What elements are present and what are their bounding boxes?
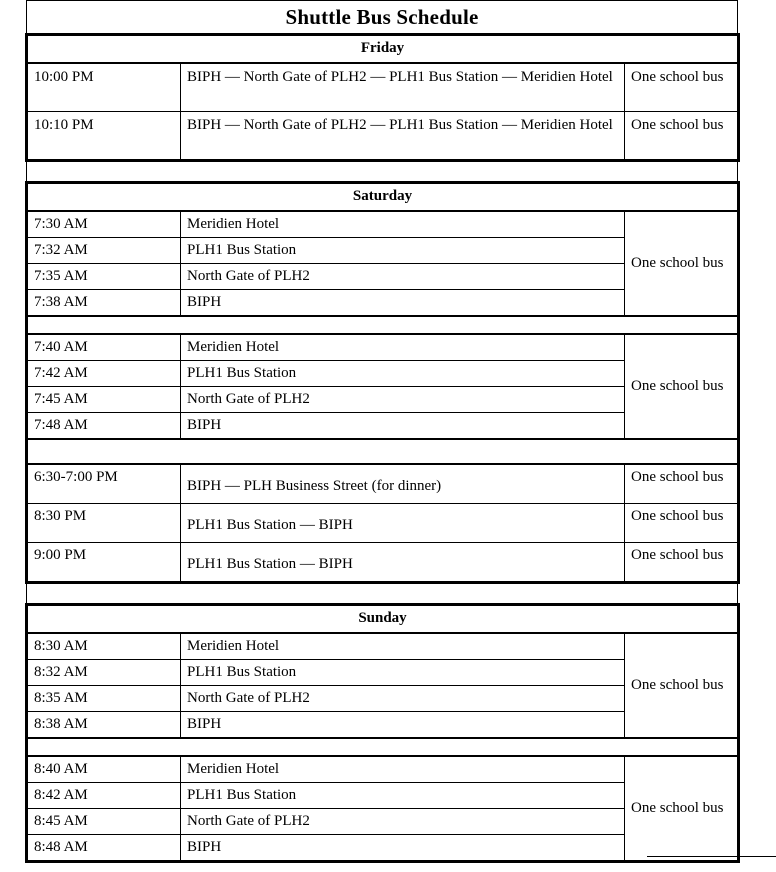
spacer-cell <box>27 439 739 464</box>
right-edge-rule <box>647 856 776 857</box>
place-cell: North Gate of PLH2 <box>181 809 625 835</box>
page-title: Shuttle Bus Schedule <box>285 4 479 29</box>
place-cell: PLH1 Bus Station <box>181 660 625 686</box>
bus-cell: One school bus <box>625 543 739 583</box>
time-cell: 8:40 AM <box>27 756 181 783</box>
time-cell: 10:00 PM <box>27 63 181 112</box>
route-cell: BIPH — North Gate of PLH2 — PLH1 Bus Station — Meridien Hotel <box>181 63 625 112</box>
stop-row <box>27 334 739 361</box>
time-cell: 9:00 PM <box>27 543 181 583</box>
time-cell: 7:32 AM <box>27 238 181 264</box>
place-cell: Meridien Hotel <box>181 334 625 361</box>
schedule-sheet <box>26 0 738 863</box>
time-cell: 7:30 AM <box>27 211 181 238</box>
table-gap <box>27 162 737 181</box>
time-cell: 7:48 AM <box>27 413 181 440</box>
place-cell: North Gate of PLH2 <box>181 387 625 413</box>
route-cell: PLH1 Bus Station — BIPH <box>181 543 625 583</box>
bus-cell: One school bus <box>625 63 739 112</box>
place-cell: Meridien Hotel <box>181 211 625 238</box>
place-cell: PLH1 Bus Station <box>181 361 625 387</box>
spacer-row <box>27 316 739 334</box>
day-header: Friday <box>27 35 739 64</box>
place-cell: North Gate of PLH2 <box>181 686 625 712</box>
place-cell: BIPH <box>181 835 625 862</box>
stop-row <box>27 756 739 783</box>
day-header-row <box>27 183 739 212</box>
place-cell: PLH1 Bus Station <box>181 238 625 264</box>
bus-cell: One school bus <box>625 112 739 161</box>
bus-cell: One school bus <box>625 633 739 738</box>
route-row <box>27 63 739 112</box>
day-table-friday <box>25 33 740 162</box>
time-cell: 7:40 AM <box>27 334 181 361</box>
bus-cell: One school bus <box>625 504 739 543</box>
place-cell: Meridien Hotel <box>181 633 625 660</box>
stop-row <box>27 211 739 238</box>
route-row <box>27 464 739 504</box>
place-cell: North Gate of PLH2 <box>181 264 625 290</box>
place-cell: Meridien Hotel <box>181 756 625 783</box>
time-cell: 8:48 AM <box>27 835 181 862</box>
spacer-cell <box>27 316 739 334</box>
route-row <box>27 112 739 161</box>
day-header-row <box>27 605 739 634</box>
time-cell: 8:45 AM <box>27 809 181 835</box>
stop-row <box>27 633 739 660</box>
time-cell: 8:30 PM <box>27 504 181 543</box>
bus-cell: One school bus <box>625 756 739 862</box>
bus-cell: One school bus <box>625 334 739 439</box>
day-table-saturday <box>25 181 740 584</box>
place-cell: BIPH <box>181 712 625 739</box>
spacer-row <box>27 738 739 756</box>
time-cell: 6:30-7:00 PM <box>27 464 181 504</box>
time-cell: 8:38 AM <box>27 712 181 739</box>
day-header: Saturday <box>27 183 739 212</box>
time-cell: 8:42 AM <box>27 783 181 809</box>
time-cell: 8:32 AM <box>27 660 181 686</box>
route-cell: BIPH — PLH Business Street (for dinner) <box>181 464 625 504</box>
time-cell: 7:38 AM <box>27 290 181 317</box>
place-cell: PLH1 Bus Station <box>181 783 625 809</box>
day-table-sunday <box>25 603 740 863</box>
time-cell: 10:10 PM <box>27 112 181 161</box>
time-cell: 7:45 AM <box>27 387 181 413</box>
day-tables-container <box>27 33 737 863</box>
spacer-cell <box>27 738 739 756</box>
route-row <box>27 504 739 543</box>
time-cell: 7:35 AM <box>27 264 181 290</box>
place-cell: BIPH <box>181 413 625 440</box>
bus-cell: One school bus <box>625 211 739 316</box>
spacer-row <box>27 439 739 464</box>
route-cell: PLH1 Bus Station — BIPH <box>181 504 625 543</box>
time-cell: 7:42 AM <box>27 361 181 387</box>
time-cell: 8:35 AM <box>27 686 181 712</box>
day-header: Sunday <box>27 605 739 634</box>
place-cell: BIPH <box>181 290 625 317</box>
time-cell: 8:30 AM <box>27 633 181 660</box>
bus-cell: One school bus <box>625 464 739 504</box>
route-row <box>27 543 739 583</box>
route-cell: BIPH — North Gate of PLH2 — PLH1 Bus Station — Meridien Hotel <box>181 112 625 161</box>
day-header-row <box>27 35 739 64</box>
table-gap <box>27 584 737 603</box>
